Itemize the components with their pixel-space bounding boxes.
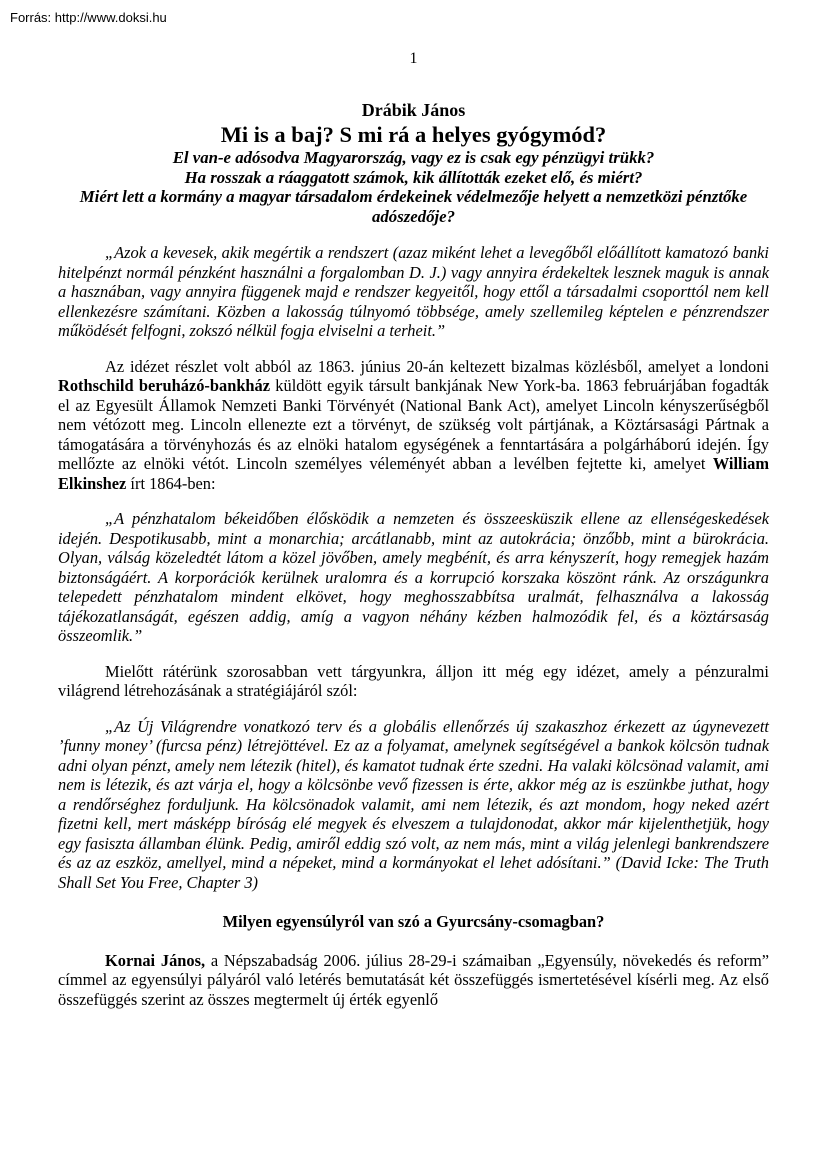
subtitle-line: El van-e adósodva Magyarország, vagy ez is csak egy pénzügyi trükk? [172,148,655,167]
subtitle-line: Miért lett a kormány a magyar társadalom érdekeinek védelmezője helyett a nemzetközi pénztőke adószedője? [79,187,748,226]
quote-paragraph [58,243,769,341]
body-paragraph [58,357,769,494]
text-segment: Az idézet részlet volt abból az 1863. június 20-án keltezett bizalmas közlésből, amelyet a londoni [105,356,769,376]
source-header: Forrás: http://www.doksi.hu [10,10,167,25]
text-segment: William Elkinshez [58,454,769,493]
text-segment: írt 1864-ben: [126,473,216,493]
subtitle-line: Ha rosszak a ráaggatott számok, kik állították ezeket elő, és miért? [184,167,643,187]
text-segment: „A pénzhatalom békeidőben élősködik a nemzeten és összeesküszik ellene az ellenségeskedések idején. Despotikusabb, mint a monarchia; arcátlanabb, mint az autokrácia; önzőbb, mint a bürokrácia. Olyan, válság közeledtét látom a közel jövőben, amely megbénít, és arra kényszerít, hogy remegjek hazám biztonságáért. A korporációk kerülnek uralomra és a korrupció korszaka köszönt ránk. Az országunkra telepedett pénzhatalom mindent elkövet, hogy meghosszabbítsa uralmát, felhasználva a lakosság tájékozatlanságát, egészen addig, amíg a vagyon néhány kézben halmozódik fel, és a köztársaság összeomlik.” [58,509,769,645]
text-segment: Kornai János, [105,950,206,970]
section-heading [58,912,769,932]
page-number: 1 [409,50,418,67]
subtitle-block [58,148,769,226]
text-segment: „Azok a kevesek, akik megértik a rendszert (azaz miként lehet a levegőből előállított kamatozó banki hitelpénzt normál pénzként használni a forgalomban D. J.) vagy annyira érdekeltek lesznek maguk is annak a hasznában, vagy annyira függenek majd e rendszer kegyeitől, hogy ettől a társadalmi csoporttól nem kell ellenkezésre számítani. Közben a lakosság túlnyomó többsége, amely szellemileg képtelen e pénzrendszer működését felfogni, zokszó nélkül fogja elviselni a terheit.” [58,243,769,340]
text-segment: Mielőtt rátérünk szorosabban vett tárgyunkra, álljon itt még egy idézet, amely a pénzuralmi világrend létrehozásának a stratégiájáról szól: [58,661,769,700]
text-segment: a Népszabadság 2006. július 28-29-i számaiban „Egyensúly, növekedés és reform” címmel az egyensúlyi pályáról való letérés bemutatását két összefüggés ismertetésével kísérli meg. Az első összefüggés szerint az összes megtermelt új érték egyenlő [58,950,769,1009]
body-paragraph [58,951,769,1010]
document-title: Mi is a baj? S mi rá a helyes gyógymód? [220,122,607,147]
title-block [58,99,769,226]
body-paragraph [58,662,769,701]
author-line: Drábik János [361,100,466,120]
text-segment: Rothschild beruházó-bankház [58,376,271,395]
text-segment: küldött egyik társult bankjának New York-ba. 1863 februárjában fogadták el az Egyesült Államok Nemzeti Banki Törvényét (National Bank Act), amelyet Lincoln kényszerűségből nem vétózott meg. Lincoln ellenezte ezt a törvényt, de szükség volt pártjának, a Köztársasági Pártnak a támogatására a törvényhozás és az elnöki hatalom egységének a fenntartására a polgárháború idején. Így mellőzte az elnöki vétót. Lincoln személyes véleményét abban a levélben fejtette ki, amelyet [58,376,769,473]
text-segment: Milyen egyensúlyról van szó a Gyurcsány-csomagban? [222,912,605,931]
text-segment: „Az Új Világrendre vonatkozó terv és a globális ellenőrzés új szakaszhoz érkezett az úgynevezett ’funny money’ (furcsa pénz) létrejöttével. Ez az a folyamat, amelynek segítségével a bankok kölcsön tudnak adni olyan pénzt, amely nem létezik (hitel), és kamatot tudnak érte szedni. Ha valaki kölcsönad valamit, ami nem is létezik, és azt várja el, hogy a kölcsönbe vevő fizessen is érte, akkor még az is eszünkbe juthat, hogy a rendőrséghez forduljunk. Ha kölcsönadok valamit, ami nem létezik, és azt mondom, hogy neked azért fizetni kell, mert másképp bíróság elé megyek és elveszem a tulajdonodat, akkor már kijelenthetjük, hogy egy fasiszta államban élünk. Pedig, amiről eddig szó volt, az nem más, mint a világ jelenlegi bankrendszere és az az eszköz, amellyel, mind a népeket, mind a kormányokat el lehet adósítani.” (David Icke: The Truth Shall Set You Free, Chapter 3) [58,716,769,892]
quote-paragraph [58,509,769,646]
document-body [58,243,769,1009]
quote-paragraph [58,717,769,893]
